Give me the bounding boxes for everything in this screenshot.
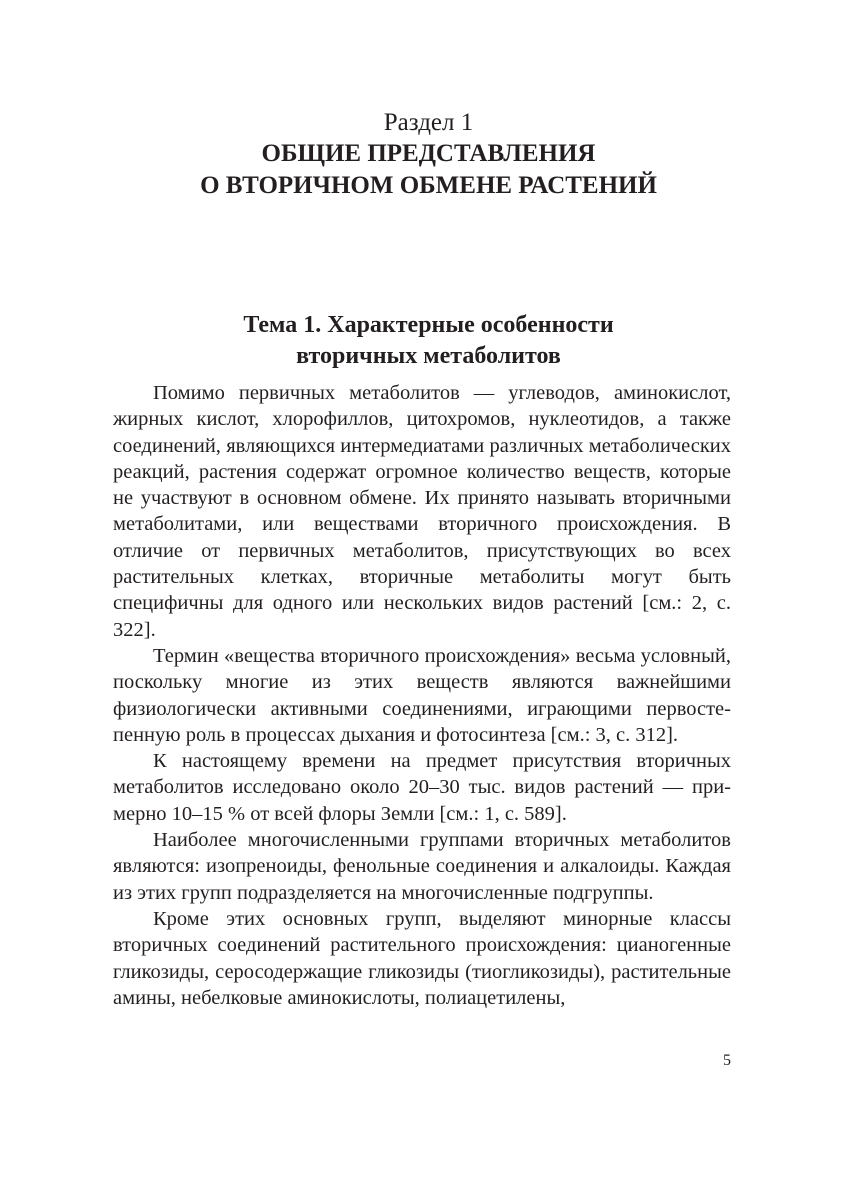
paragraph: Кроме этих основных групп, выделяют минорные классы вторичных соединений растительного происхождения: цианогенные гликозиды, серосодержащие гликозиды (тиогликозиды), растительные амины, небелковые аминокислоты, полиацетилены,	[113, 907, 731, 1009]
topic-title-line-2: вторичных метаболитов	[296, 343, 561, 369]
topic-title	[0, 310, 857, 372]
paragraph: Помимо первичных метаболитов — углеводов, аминокислот, жирных кислот, хлорофиллов, цитохромов, нуклеотидов, а также соединений, являющихся интермедиатами различных метаболических реакций, растения содержат огромное количество веществ, которые не участвуют в основном обмене. Их принято называть вторичными метаболитами, или веществами вторичного происхождения. В отличие от первичных метаболитов, присутствующих во всех растительных клетках, вторичные метаболиты могут быть специфичны для одного или нескольких видов растений [см.: 2, с. 322].	[113, 382, 731, 641]
section-label: Раздел 1	[383, 109, 474, 136]
paragraph: К настоящему времени на предмет присутствия вторичных метаболитов исследовано около 20–30 тыс. видов растений — примерно 10–15 % от всей флоры Земли [см.: 1, с. 589].	[113, 750, 731, 825]
section-title	[0, 138, 857, 202]
paragraph: Термин «вещества вторичного происхождения» весьма условный, поскольку многие из этих веществ являются важнейшими физиологически активными соединениями, играющими первостепенную роль в процессах дыхания и фотосинтеза [см.: 3, с. 312].	[113, 644, 731, 746]
paragraph: Наиболее многочисленными группами вторичных метаболитов являются: изопреноиды, фенольные соединения и алкалоиды. Каждая из этих групп подразделяется на многочисленные подгруппы.	[113, 829, 731, 904]
page-number: 5	[723, 1052, 731, 1069]
section-title-line-1: ОБЩИЕ ПРЕДСТАВЛЕНИЯ	[261, 140, 596, 167]
section-title-line-2: О ВТОРИЧНОМ ОБМЕНЕ РАСТЕНИЙ	[200, 172, 657, 199]
body-text	[113, 380, 731, 1011]
topic-title-line-1: Тема 1. Характерные особенности	[243, 312, 614, 338]
